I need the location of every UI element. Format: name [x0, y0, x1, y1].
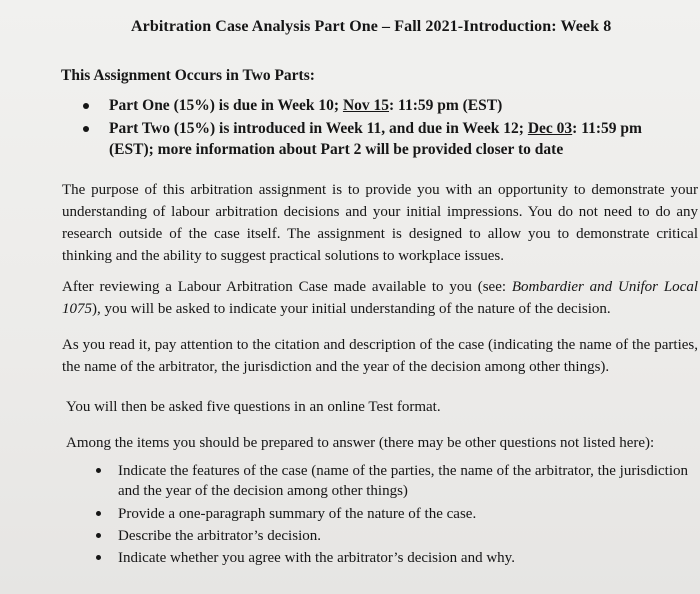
part-two-date: Dec 03 — [527, 120, 573, 137]
citation-paragraph: As you read it, pay attention to the citation and description of the case (indicating the name of the parties, the name of the arbitrator, the jurisdiction and the year of the decision among other things). — [62, 337, 698, 375]
review-text-start: After reviewing a Labour Arbitration Case made available to you (see: — [62, 279, 512, 295]
part-one-date: Nov 15 — [342, 97, 390, 114]
review-paragraph — [62, 276, 698, 320]
bullet-icon — [83, 103, 89, 109]
review-text-end: ), you will be asked to indicate your initial understanding of the nature of the decision. — [92, 301, 611, 317]
document-title: Arbitration Case Analysis Part One – Fall 2021-Introduction: Week 8 — [131, 18, 612, 35]
part-two-text: Part Two (15%) is introduced in Week 11, and due in Week 12; — [109, 120, 528, 137]
bullet-icon — [96, 468, 101, 473]
list-item: Indicate whether you agree with the arbitrator’s decision and why. — [96, 548, 698, 568]
part-two-item — [83, 118, 683, 160]
assignment-parts-heading: This Assignment Occurs in Two Parts: — [61, 67, 315, 84]
among-paragraph: Among the items you should be prepared to answer (there may be other questions not listed here): — [66, 435, 655, 451]
bullet-icon — [96, 555, 101, 560]
part-one-item — [83, 95, 683, 116]
part-two-time: : 11:59 pm (EST); more information about Part 2 will be provided closer to date — [109, 120, 642, 158]
questions-paragraph: You will then be asked five questions in an online Test format. — [66, 399, 441, 415]
list-item: Indicate the features of the case (name of the parties, the name of the arbitrator, the jurisdiction and the year of the decision among other things) — [96, 461, 698, 501]
bullet-icon — [96, 511, 101, 516]
bullet-icon — [96, 533, 101, 538]
part-one-text: Part One (15%) is due in Week 10; — [109, 97, 343, 114]
assignment-parts-list — [83, 95, 683, 162]
bullet-icon — [83, 126, 89, 132]
part-one-time: : 11:59 pm (EST) — [389, 97, 503, 114]
case-name: Bombardier and Unifor Local 1075 — [62, 279, 698, 317]
list-item: Describe the arbitrator’s decision. — [96, 526, 698, 546]
question-items-list — [96, 461, 698, 570]
list-item: Provide a one-paragraph summary of the nature of the case. — [96, 504, 698, 524]
purpose-paragraph: The purpose of this arbitration assignment is to provide you with an opportunity to demonstrate your understanding of labour arbitration decisions and your initial impressions. You do not need to do any research outside of the case itself. The assignment is designed to allow you to demonstrate critical thinking and the ability to suggest practical solutions to workplace issues. — [62, 182, 698, 264]
